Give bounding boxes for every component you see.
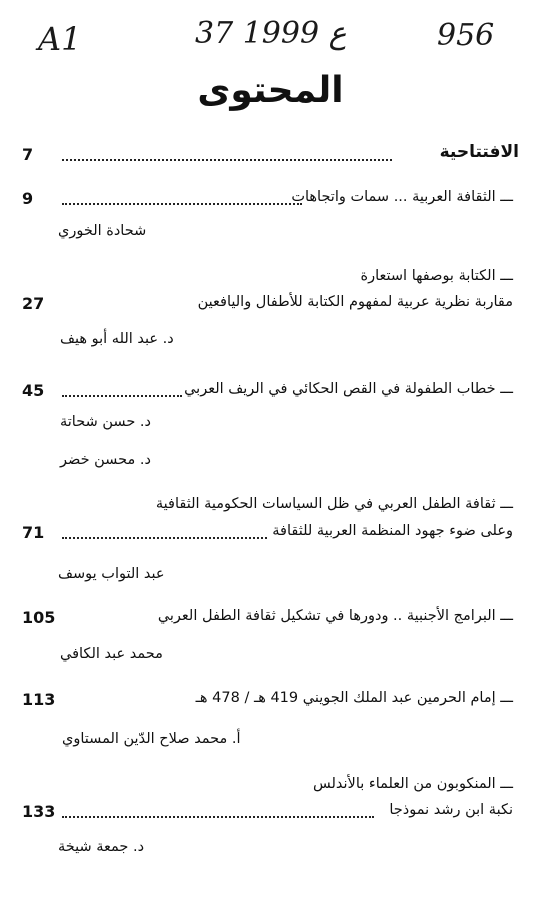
entry-subtitle: وعلى ضوء جهود المنظمة العربية للثقافة bbox=[272, 523, 513, 539]
dot-leader bbox=[62, 537, 267, 539]
toc-author-row bbox=[0, 566, 541, 590]
toc-author-row bbox=[0, 452, 541, 476]
entry-author: د. محسن خضر bbox=[60, 452, 151, 468]
entry-author: محمد عبد الكافي bbox=[60, 646, 163, 662]
page-title: المحتوى bbox=[197, 70, 344, 111]
toc-entry bbox=[0, 690, 541, 714]
toc-entry bbox=[0, 496, 541, 520]
entry-title: ـــ الثقافة العربية ... سمات واتجاهات bbox=[291, 189, 513, 205]
page-number: 133 bbox=[22, 802, 56, 821]
page-number: 113 bbox=[22, 690, 56, 709]
page-number: 105 bbox=[22, 608, 56, 627]
toc-entry bbox=[0, 268, 541, 292]
entry-title: الافتتاحية bbox=[439, 142, 519, 162]
entry-author: د. جمعة شيخة bbox=[58, 839, 145, 855]
toc-entry-continued bbox=[0, 523, 541, 547]
entry-title: ـــ الكتابة بوصفها استعارة bbox=[360, 268, 513, 284]
toc-author-row bbox=[0, 331, 541, 355]
entry-author: عبد التواب يوسف bbox=[58, 566, 165, 582]
dot-leader bbox=[62, 203, 302, 205]
toc-entry bbox=[0, 189, 541, 213]
entry-author: أ. محمد صلاح الدّين المستاوي bbox=[62, 731, 241, 747]
entry-author: د. حسن شحاتة bbox=[60, 414, 151, 430]
dot-leader bbox=[62, 816, 374, 818]
page-number: 9 bbox=[22, 189, 34, 208]
dot-leader bbox=[62, 159, 392, 161]
toc-entry-opening bbox=[0, 142, 541, 169]
toc-entry bbox=[0, 608, 541, 632]
entry-title: ـــ إمام الحرمين عبد الملك الجويني 419 هـ / 478 هـ bbox=[195, 690, 513, 706]
page-number: 45 bbox=[22, 381, 45, 400]
handwritten-issue-year: 37 ع 1999 bbox=[195, 16, 347, 51]
handwritten-number: 956 bbox=[437, 18, 495, 53]
toc-author-row bbox=[0, 731, 541, 755]
toc-entry bbox=[0, 776, 541, 800]
entry-author: د. عبد الله أبو هيف bbox=[60, 331, 174, 347]
entry-title: ـــ المنكوبون من العلماء بالأندلس bbox=[313, 776, 513, 792]
toc-entry bbox=[0, 381, 541, 405]
entry-title: ـــ البرامج الأجنبية .. ودورها في تشكيل ثقافة الطفل العربي bbox=[157, 608, 513, 624]
entry-subtitle: مقاربة نظرية عربية لمفهوم الكتابة للأطفال واليافعين bbox=[197, 294, 513, 310]
toc-author-row bbox=[0, 414, 541, 438]
toc-entry-continued bbox=[0, 802, 541, 826]
toc-author-row bbox=[0, 223, 541, 247]
page-number: 27 bbox=[22, 294, 45, 313]
toc-author-row bbox=[0, 646, 541, 670]
page-number: 71 bbox=[22, 523, 45, 542]
handwritten-code: A1 bbox=[38, 20, 82, 58]
entry-subtitle: نكبة ابن رشد نموذجا bbox=[389, 802, 513, 818]
entry-title: ـــ ثقافة الطفل العربي في ظل السياسات الحكومية الثقافية bbox=[155, 496, 513, 512]
toc-entry-continued bbox=[0, 294, 541, 318]
dot-leader bbox=[62, 395, 182, 397]
entry-author: شحادة الخوري bbox=[58, 223, 147, 239]
toc-author-row bbox=[0, 839, 541, 863]
entry-title: ـــ خطاب الطفولة في القص الحكائي في الريف العربي bbox=[184, 381, 513, 397]
page-number: 7 bbox=[22, 145, 34, 164]
